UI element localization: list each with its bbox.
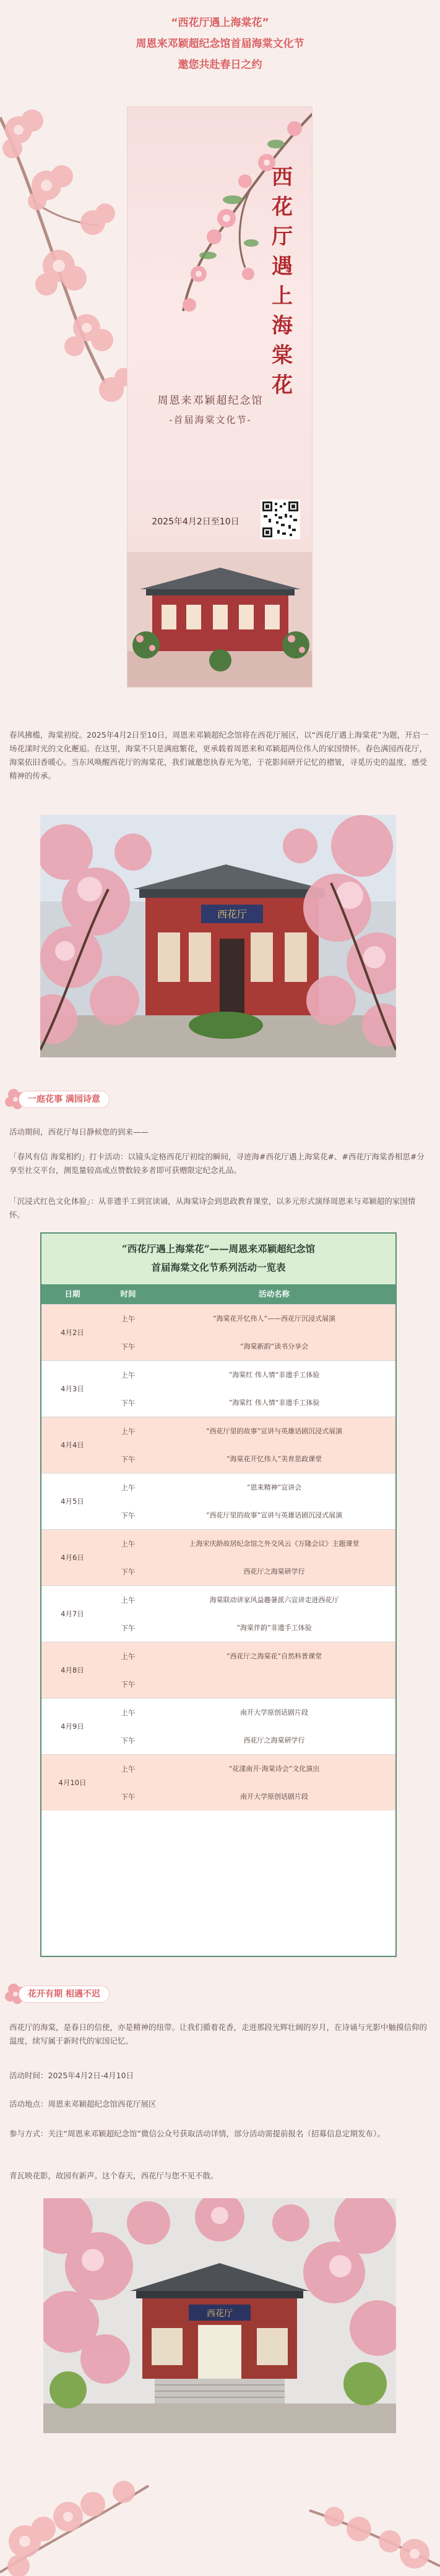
header-line-1: “西花厅遇上海棠花” [171, 17, 269, 29]
schedule-table [40, 1232, 397, 1957]
intro-paragraph: 春风拂槛，海棠初绽。2025年4月2日至10日，周恩来邓颖超纪念馆将在西花厅展区，以“西花厅遇上海棠花”为题，开启一场花漾时光的文化邂逅。在这里，海棠不只是满庭繁花，更承载着周恩来和邓颖超两位伟人的家国情怀。春色满园西花厅，海棠依旧香暖心。当东风唤醒西花厅的海棠花，我们诚邀您执春光为笔，于花影间研开记忆的褶皱，寻觅历史的温度，感受精神的传承。 [9, 730, 428, 780]
schedule-day [41, 1417, 395, 1473]
svg-text:西花厅: 西花厅 [217, 908, 248, 920]
table-row: 上午 上海宋庆龄故居纪念馆之外交风云《万隆会议》主题课堂 [121, 1539, 360, 1548]
table-row: 上午 “恩来精神”宣讲会 [121, 1483, 302, 1492]
table-row: 下午 “海棠红 伟人情”非遗手工体验 [121, 1398, 320, 1407]
day-date: 4月9日 [61, 1722, 84, 1731]
day-date: 4月10日 [58, 1778, 87, 1787]
article-header [0, 12, 440, 75]
table-row: 下午 “西花厅里的故事”宣讲与英雄话剧沉浸式展演 [121, 1511, 343, 1520]
header-activity-name: 活动名称 [258, 1289, 290, 1299]
section-heading-1 [0, 1086, 440, 1113]
table-row: 上午 “西花厅之海棠花”自然科普课堂 [121, 1652, 322, 1661]
red-culture-paragraph: 「沉浸式红色文化体验」：从非遗手工到宣读诵，从海棠诗会到思政教育课堂，以多元形式演绎周恩来与邓颖超的家国情怀。 [9, 1196, 416, 1219]
table-row: 下午 西花厅之海棠研学行 [121, 1567, 305, 1576]
header-line-3: 邀您共赴春日之约 [178, 59, 262, 71]
section-heading-2 [0, 1981, 440, 2008]
photo-memorial-hall [43, 2198, 396, 2433]
poster-pavilion-illustration [127, 552, 313, 688]
header-time: 时间 [120, 1289, 136, 1299]
table-row: 下午 “海棠伴韵”非遗手工体验 [121, 1623, 312, 1632]
qr-code-icon [261, 500, 300, 539]
schedule-day [41, 1304, 395, 1360]
photo-xihuating-blossoms [40, 815, 396, 1057]
schedule-day [41, 1754, 395, 1810]
table-row: 上午 海棠联动讲家风益趣暑派六宣讲走进西花厅 [121, 1595, 339, 1605]
schedule-day [41, 1585, 395, 1642]
day-date: 4月4日 [61, 1441, 84, 1449]
table-row: 下午 [121, 1679, 136, 1689]
table-row: 上午 “海棠红 伟人情”非遗手工体验 [121, 1370, 320, 1380]
poster-date: 2025年4月2日至10日 [152, 517, 239, 527]
schedule-day [41, 1698, 395, 1754]
section-tag-1: 一庭花事 满园诗意 [19, 1091, 110, 1108]
cherry-blossom-footer-decoration [0, 2449, 440, 2576]
event-time-paragraph: 活动时间：2025年4月2日-4月10日 [9, 2071, 134, 2080]
closing-intro-paragraph: 西花厅的海棠，是春日的信使，亦是精神的纽带。让我们循着花香，走进那段光辉壮阔的岁月，在诗诵与光影中触摸信仰的温度，续写属于新时代的家国记忆。 [9, 2023, 428, 2045]
table-row: 上午 “海棠花开忆伟人”——西花厅沉浸式展演 [121, 1314, 336, 1323]
header-line-2: 周恩来邓颖超纪念馆首届海棠文化节 [136, 38, 304, 50]
poster-subtitle-festival: -首届海棠文化节- [169, 414, 252, 425]
day-date: 4月6日 [61, 1553, 84, 1562]
table-row: 上午 “花漾南开·海棠诗会”文化演出 [121, 1764, 320, 1773]
table-row: 下午 “海棠新韵”读书分享会 [121, 1342, 309, 1351]
checkin-activity-paragraph: 「春风有信 海棠相约」打卡活动：以镜头定格西花厅初绽的瞬间，寻迹海#西花厅遇上海棠花#、#西花厅海棠香相思#分享至社交平台，测览量较高或点赞数较多者即可获赠限定纪念礼品。 [9, 1152, 425, 1175]
schedule-day [41, 1529, 395, 1585]
activity-time-paragraph: 活动期间，西花厅每日静候您的到来—— [9, 1127, 149, 1137]
event-place-paragraph: 活动地点：周恩来邓颖超纪念馆西花厅展区 [9, 2099, 157, 2109]
section-tag-2: 花开有期 相遇不迟 [19, 1985, 110, 2003]
poster-title: 西 花 厅 遇 上 海 棠 花 [272, 165, 293, 398]
cherry-blossom-decoration [0, 93, 142, 439]
festival-poster [127, 106, 313, 688]
header-date: 日期 [64, 1289, 80, 1299]
table-row: 下午 西花厅之海棠研学行 [121, 1736, 305, 1745]
table-row: 下午 “海棠花开忆伟人”美育思政课堂 [121, 1454, 322, 1464]
day-date: 4月2日 [61, 1328, 84, 1337]
schedule-day [41, 1360, 395, 1417]
schedule-title: “西花厅遇上海棠花”——周恩来邓颖超纪念馆 首届海棠文化节系列活动一览表 [41, 1234, 395, 1284]
schedule-day [41, 1473, 395, 1529]
day-date: 4月3日 [61, 1384, 84, 1393]
schedule-header-row [41, 1284, 395, 1304]
poster-subtitle: 周恩来邓颖超纪念馆 [157, 395, 264, 407]
closing-paragraph: 青瓦映花影，故园有新声。这个春天，西花厅与您不见不散。 [9, 2171, 218, 2180]
table-row: 上午 南开大学原创话剧片段 [121, 1708, 308, 1717]
day-date: 4月5日 [61, 1497, 84, 1506]
schedule-day [41, 1642, 395, 1698]
table-row: 下午 南开大学原创话剧片段 [121, 1792, 308, 1801]
svg-text:西花厅: 西花厅 [207, 2309, 233, 2319]
participation-paragraph: 参与方式：关注“周恩来邓颖超纪念馆”微信公众号获取活动详情，部分活动需提前报名（招募信息定期发布）。 [9, 2129, 385, 2138]
table-row: 上午 “西花厅里的故事”宣讲与英雄话剧沉浸式展演 [121, 1427, 343, 1436]
day-date: 4月8日 [61, 1666, 84, 1674]
day-date: 4月7日 [61, 1610, 84, 1618]
